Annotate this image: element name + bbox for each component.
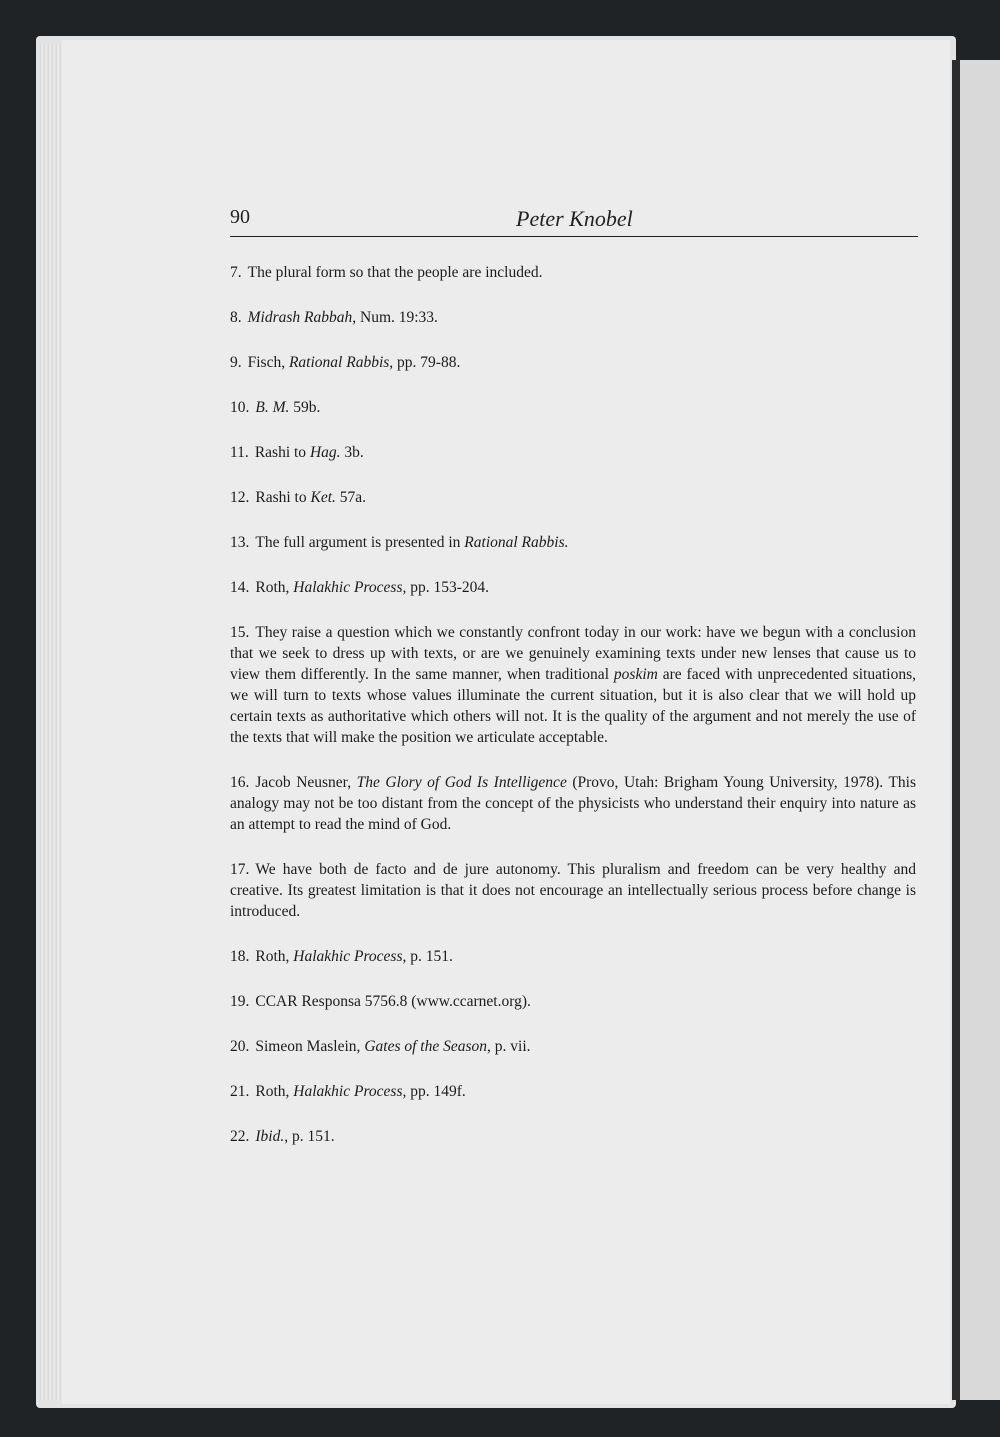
endnote-text: 59b. xyxy=(289,399,321,416)
endnote-text: Rashi to xyxy=(254,444,310,461)
endnote xyxy=(230,307,916,328)
endnote xyxy=(230,859,916,922)
endnote-text: , p. vii. xyxy=(487,1038,531,1055)
endnote-number: 18. xyxy=(230,948,250,965)
endnote-text: 57a. xyxy=(335,489,367,506)
endnote xyxy=(230,532,916,553)
endnote-italic-text: B. M. xyxy=(255,399,290,416)
endnote-number: 15. xyxy=(230,624,250,641)
endnote xyxy=(230,1036,916,1057)
endnote xyxy=(230,1081,916,1102)
endnote xyxy=(230,397,916,418)
endnote-number: 17. xyxy=(230,861,250,878)
page-edges xyxy=(40,44,64,1400)
running-head: Peter Knobel xyxy=(516,206,633,231)
endnote-number: 13. xyxy=(230,534,250,551)
endnote-text: The full argument is presented in xyxy=(255,534,465,551)
endnote xyxy=(230,622,916,748)
endnote-text: , Num. 19:33. xyxy=(352,309,438,326)
endnote-italic-text: The Glory of God Is Intelligence xyxy=(356,774,567,791)
endnote-text: pp. 153-204. xyxy=(406,579,490,596)
endnotes-list xyxy=(230,262,916,1171)
endnote xyxy=(230,442,916,463)
endnote xyxy=(230,772,916,835)
endnote xyxy=(230,577,916,598)
endnote-number: 19. xyxy=(230,993,250,1010)
endnote-number: 21. xyxy=(230,1083,250,1100)
endnote-italic-text: Midrash Rabbah xyxy=(247,309,353,326)
endnote-italic-text: Halakhic Process xyxy=(293,948,403,965)
endnote-text: The plural form so that the people are included. xyxy=(247,264,543,281)
endnote-number: 16. xyxy=(230,774,250,791)
endnote-number: 20. xyxy=(230,1038,250,1055)
endnote xyxy=(230,487,916,508)
page-number: 90 xyxy=(230,206,250,228)
endnote-text: pp. 149f. xyxy=(406,1083,466,1100)
endnote-italic-text: Gates of the Season xyxy=(364,1038,488,1055)
endnote-text: Fisch, xyxy=(247,354,289,371)
endnote-italic-text: Hag. xyxy=(309,444,341,461)
endnote-number: 14. xyxy=(230,579,250,596)
endnote xyxy=(230,991,916,1012)
endnote-text: Simeon Maslein, xyxy=(255,1038,365,1055)
endnote-text: Roth, xyxy=(255,1083,294,1100)
endnote-text: , p. 151. xyxy=(284,1128,335,1145)
endnote-italic-text: Rational Rabbis. xyxy=(464,534,569,551)
endnote-italic-text: Halakhic Process, xyxy=(293,579,407,596)
endnote xyxy=(230,1126,916,1147)
endnote xyxy=(230,262,916,283)
facing-page-edge xyxy=(952,60,1000,1400)
endnote-number: 12. xyxy=(230,489,250,506)
endnote xyxy=(230,946,916,967)
endnote-number: 9. xyxy=(230,354,242,371)
endnote-text: Jacob Neusner, xyxy=(255,774,357,791)
endnote-italic-text: Ibid. xyxy=(255,1128,285,1145)
endnote-number: 22. xyxy=(230,1128,250,1145)
page-header xyxy=(230,206,918,237)
endnote-text: (Provo, Utah: Brigham Young University, 1978). This analogy may not be too distant from the concept of the physicists who understand their enquiry into nature as an attempt to read the mind of God. xyxy=(230,774,916,833)
endnote-number: 10. xyxy=(230,399,250,416)
endnote-text: are faced with unprecedented situations, we will turn to texts whose values illuminate the current situation, but it is also clear that we will hold up certain texts as authoritative which others will not. It is the quality of the argument and not merely the use of the texts that will make the position we articulate acceptable. xyxy=(230,666,916,746)
endnote-text: They raise a question which we constantly confront today in our work: have we begun with a conclusion that we seek to dress up with texts, or are we genuinely examining texts under new lenses that cause us to view them differently. In the same manner, when traditional xyxy=(230,624,916,683)
endnote-text: Roth, xyxy=(255,948,294,965)
endnote-italic-text: Ket. xyxy=(310,489,336,506)
endnote xyxy=(230,352,916,373)
endnote-number: 11. xyxy=(230,444,249,461)
endnote-text: We have both de facto and de jure autonomy. This pluralism and freedom can be very healthy and creative. Its greatest limitation is that it does not encourage an intellectually serious process before change is introduced. xyxy=(230,861,916,920)
endnote-italic-text: Halakhic Process, xyxy=(293,1083,407,1100)
endnote-text: , p. 151. xyxy=(402,948,453,965)
endnote-text: , pp. 79-88. xyxy=(389,354,461,371)
endnote-text: Rashi to xyxy=(255,489,311,506)
endnote-text: 3b. xyxy=(340,444,364,461)
endnote-number: 7. xyxy=(230,264,242,281)
endnote-italic-text: poskim xyxy=(613,666,658,683)
endnote-number: 8. xyxy=(230,309,242,326)
endnote-text: CCAR Responsa 5756.8 (www.ccarnet.org). xyxy=(255,993,531,1010)
endnote-text: Roth, xyxy=(255,579,294,596)
endnote-italic-text: Rational Rabbis xyxy=(288,354,390,371)
